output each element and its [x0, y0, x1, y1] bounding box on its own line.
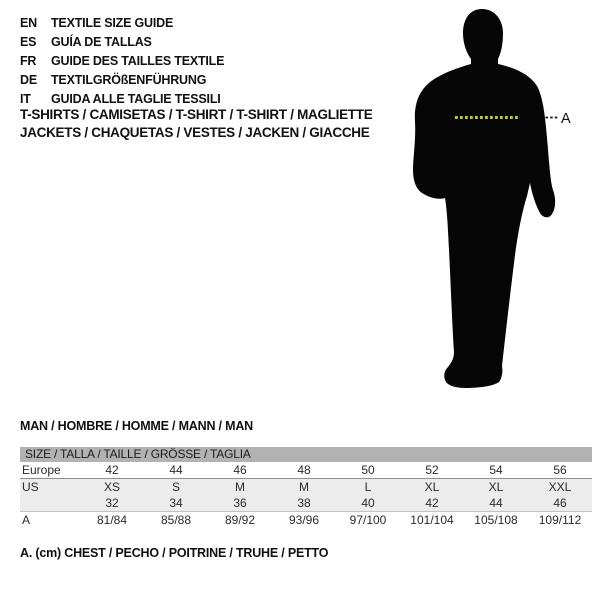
- language-label: TEXTILGRÖßENFÜHRUNG: [51, 73, 207, 87]
- size-cell: 105/108: [464, 512, 528, 529]
- size-cell: 44: [144, 462, 208, 479]
- row-label: US: [20, 479, 80, 496]
- size-cell: M: [272, 479, 336, 496]
- language-row: [20, 33, 224, 52]
- language-label: TEXTILE SIZE GUIDE: [51, 16, 174, 30]
- size-cell: 46: [528, 495, 592, 512]
- man-silhouette-figure: [400, 0, 600, 400]
- size-table-header: SIZE / TALLA / TAILLE / GRÖSSE / TAGLIA: [20, 447, 592, 462]
- measurement-footnote: A. (cm) CHEST / PECHO / POITRINE / TRUHE / PETTO: [20, 546, 329, 560]
- size-cell: 54: [464, 462, 528, 479]
- category-lines: [20, 106, 372, 141]
- size-cell: 40: [336, 495, 400, 512]
- size-cell: 109/112: [528, 512, 592, 529]
- size-cell: 42: [80, 462, 144, 479]
- size-cell: 50: [336, 462, 400, 479]
- size-cell: 97/100: [336, 512, 400, 529]
- language-code: ES: [20, 35, 37, 49]
- language-code: DE: [20, 73, 37, 87]
- size-table-grid: [20, 462, 592, 528]
- table-row-europe: [20, 462, 592, 479]
- size-cell: 89/92: [208, 512, 272, 529]
- size-cell: 34: [144, 495, 208, 512]
- row-label: [20, 495, 80, 512]
- size-cell: 81/84: [80, 512, 144, 529]
- size-cell: XXL: [528, 479, 592, 496]
- size-cell: XL: [464, 479, 528, 496]
- size-cell: 44: [464, 495, 528, 512]
- size-cell: 46: [208, 462, 272, 479]
- language-code: FR: [20, 54, 37, 68]
- table-row-numeric: [20, 495, 592, 512]
- measure-label-a: A: [561, 111, 571, 127]
- size-cell: S: [144, 479, 208, 496]
- section-title-man: MAN / HOMBRE / HOMME / MANN / MAN: [20, 419, 253, 433]
- language-code: EN: [20, 16, 37, 30]
- size-cell: 42: [400, 495, 464, 512]
- size-table: [20, 447, 592, 528]
- size-cell: 38: [272, 495, 336, 512]
- language-label: GUIDA ALLE TAGLIE TESSILI: [51, 92, 221, 106]
- language-label: GUIDE DES TAILLES TEXTILE: [51, 54, 225, 68]
- language-list: [20, 14, 224, 109]
- language-row: [20, 71, 224, 90]
- language-label: GUÍA DE TALLAS: [51, 35, 152, 49]
- size-cell: 52: [400, 462, 464, 479]
- size-cell: 48: [272, 462, 336, 479]
- table-row-us: [20, 479, 592, 496]
- size-cell: XL: [400, 479, 464, 496]
- size-cell: 36: [208, 495, 272, 512]
- row-label: Europe: [20, 462, 80, 479]
- language-row: [20, 52, 224, 71]
- language-code: IT: [20, 92, 31, 106]
- size-cell: 32: [80, 495, 144, 512]
- man-silhouette: [413, 9, 555, 388]
- size-cell: L: [336, 479, 400, 496]
- size-cell: 101/104: [400, 512, 464, 529]
- size-cell: 56: [528, 462, 592, 479]
- size-cell: M: [208, 479, 272, 496]
- size-cell: 85/88: [144, 512, 208, 529]
- size-cell: 93/96: [272, 512, 336, 529]
- size-cell: XS: [80, 479, 144, 496]
- row-label: A: [20, 512, 80, 529]
- table-row-chest: [20, 512, 592, 529]
- category-line-jackets: JACKETS / CHAQUETAS / VESTES / JACKEN / GIACCHE: [20, 124, 370, 140]
- language-row: [20, 14, 224, 33]
- category-line-tshirts: T-SHIRTS / CAMISETAS / T-SHIRT / T-SHIRT / MAGLIETTE: [20, 107, 373, 122]
